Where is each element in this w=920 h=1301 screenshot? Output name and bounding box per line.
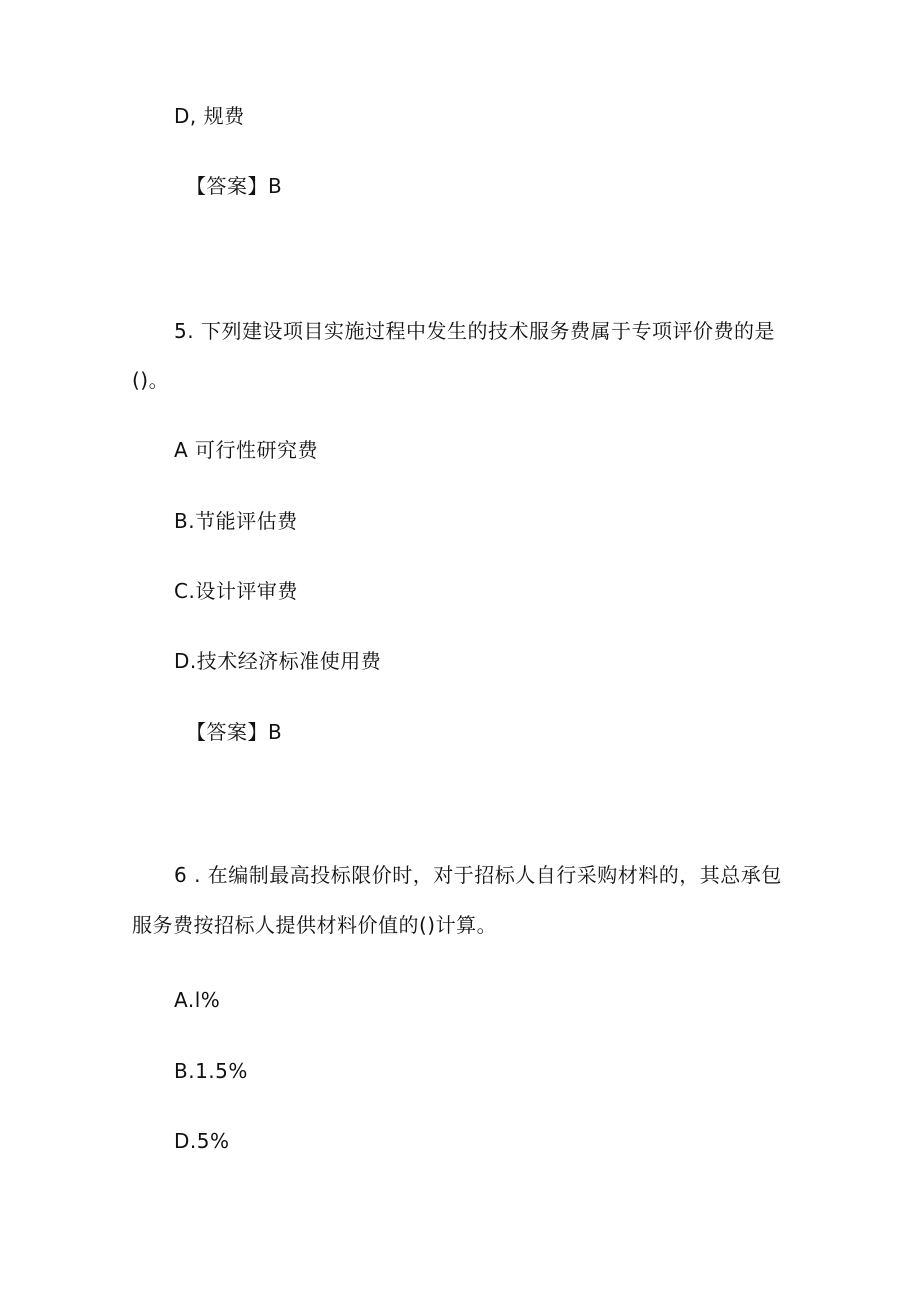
q5-option-a: A 可行性研究费: [174, 438, 319, 462]
q4-answer: 【答案】B: [186, 174, 283, 198]
q5-option-d: D.技术经济标准使用费: [174, 649, 382, 673]
q5-stem-line2: ()。: [132, 368, 170, 392]
q5-option-b: B.节能评估费: [174, 509, 298, 533]
q5-option-c: C.设计评审费: [174, 579, 298, 603]
q6-option-a: A.l%: [174, 988, 221, 1012]
q6-stem-line2: 服务费按招标人提供材料价值的()计算。: [132, 913, 498, 937]
q5-answer: 【答案】B: [186, 720, 283, 744]
q6-option-d: D.5%: [174, 1129, 230, 1153]
q6-option-b: B.1.5%: [174, 1059, 248, 1083]
q6-stem-line1: 6 . 在编制最高投标限价时，对于招标人自行采购材料的，其总承包: [174, 863, 782, 887]
q4-option-d: D, 规费: [174, 104, 245, 128]
q5-stem-line1: 5. 下列建设项目实施过程中发生的技术服务费属于专项评价费的是: [174, 319, 775, 343]
